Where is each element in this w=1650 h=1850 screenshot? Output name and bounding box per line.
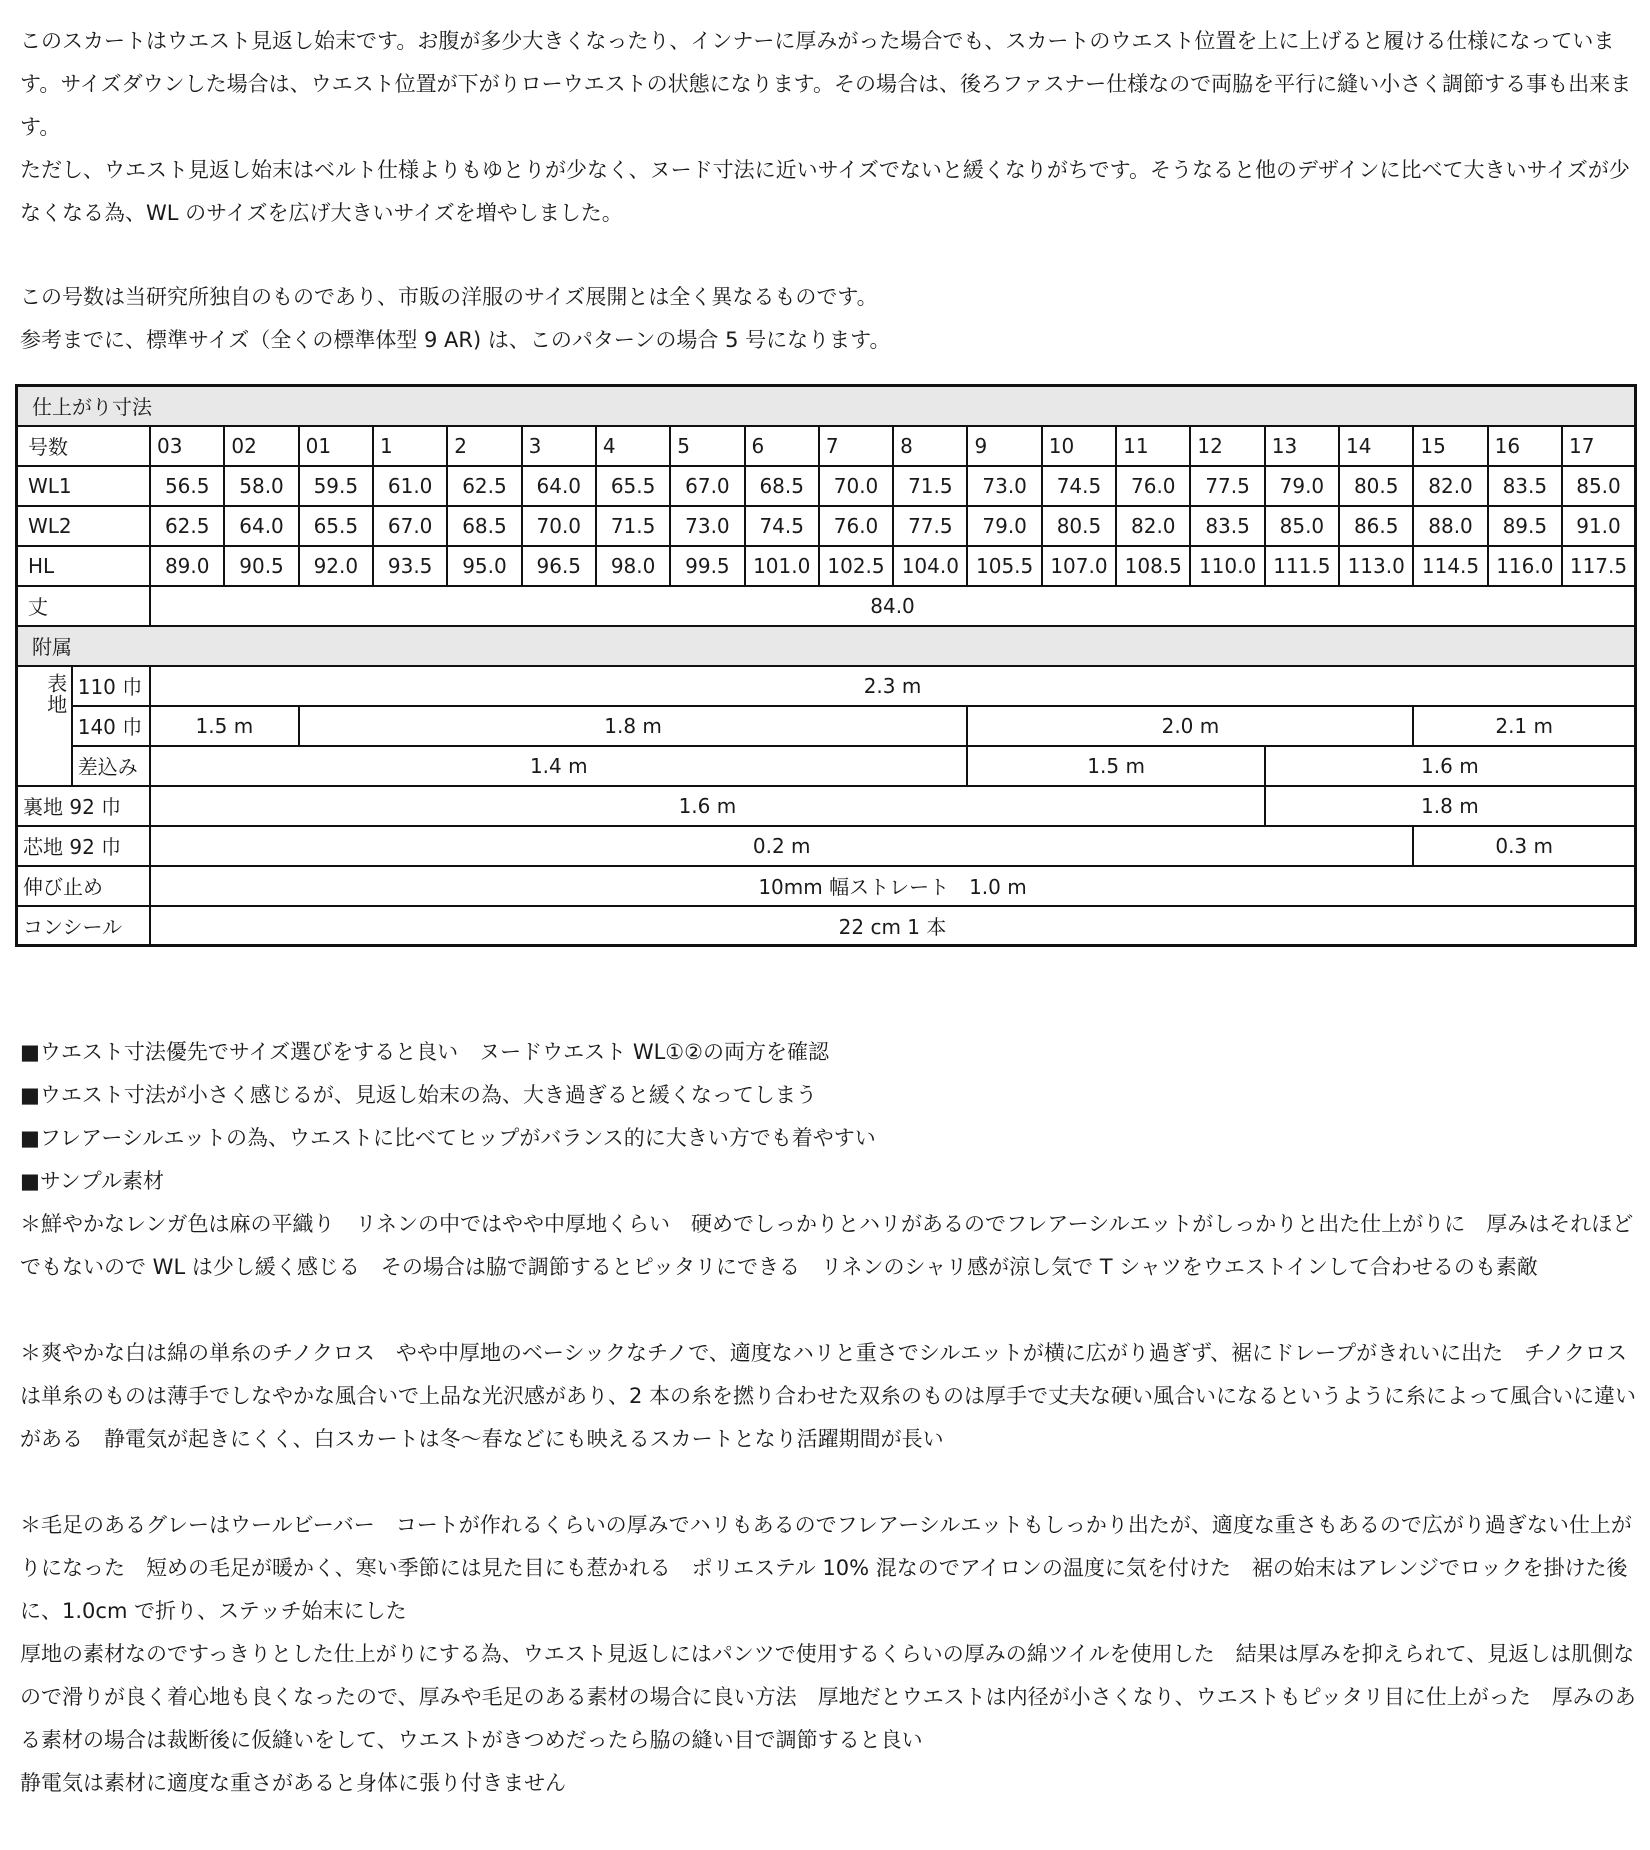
lining-cell: 1.6 m bbox=[150, 786, 1265, 826]
size-cell: 3 bbox=[522, 426, 596, 466]
size-cell: 02 bbox=[224, 426, 298, 466]
material-note-linen: ＊鮮やかなレンガ色は麻の平織り リネンの中ではやや中厚地くらい 硬めでしっかりとハリがあるのでフレアーシルエットがしっかりと出た仕上がりに 厚みはそれほどでもないので WL は少し緩く感じる その場合は脇で調節するとピッタリにできる リネンのシャリ感が涼し気で T シャツをウエストインして合わせるのも素敵 bbox=[20, 1212, 1634, 1279]
fabric-insert-row bbox=[17, 746, 1636, 786]
hl-cell: 110.0 bbox=[1190, 546, 1264, 586]
wl1-cell: 65.5 bbox=[596, 466, 670, 506]
fabric-insert-cell: 1.6 m bbox=[1265, 746, 1636, 786]
material-note-wool: ＊毛足のあるグレーはウールビーバー コートが作れるくらいの厚みでハリもあるのでフレアーシルエットもしっかり出たが、適度な重さもあるので広がり過ぎない仕上がりになった 短めの毛足が暖かく、寒い季節には見た目にも惹かれる ポリエステル 10% 混なのでアイロンの温度に気を付けた 裾の始末はアレンジでロックを掛けた後に、1.0cm で折り、ステッチ始末にした bbox=[20, 1513, 1632, 1623]
wl1-cell: 59.5 bbox=[299, 466, 373, 506]
wl2-cell: 77.5 bbox=[893, 506, 967, 546]
accessories-header-row bbox=[17, 626, 1636, 666]
size-cell: 11 bbox=[1116, 426, 1190, 466]
size-cell: 01 bbox=[299, 426, 373, 466]
size-note-line-2: 参考までに、標準サイズ（全くの標準体型 9 AR) は、このパターンの場合 5 号になります。 bbox=[20, 328, 891, 352]
wl1-cell: 85.0 bbox=[1562, 466, 1636, 506]
wl1-cell: 61.0 bbox=[373, 466, 447, 506]
wl1-row bbox=[17, 466, 1636, 506]
wl1-cell: 70.0 bbox=[819, 466, 893, 506]
hl-cell: 96.5 bbox=[522, 546, 596, 586]
wl1-label: WL1 bbox=[17, 466, 151, 506]
material-note-chino: ＊爽やかな白は綿の単糸のチノクロス やや中厚地のベーシックなチノで、適度なハリと重さでシルエットが横に広がり過ぎず、裾にドレープがきれいに出た チノクロスは単糸のものは薄手でしなやかな風合いで上品な光沢感があり、2 本の糸を撚り合わせた双糸のものは厚手で丈夫な硬い風合いになるというように糸によって風合いに違いがある 静電気が起きにくく、白スカートは冬〜春などにも映えるスカートとなり活躍期間が長い bbox=[20, 1341, 1637, 1451]
fabric-110-value: 2.3 m bbox=[150, 666, 1635, 706]
size-cell: 10 bbox=[1042, 426, 1116, 466]
interfacing-cell: 0.3 m bbox=[1413, 826, 1635, 866]
length-value: 84.0 bbox=[150, 586, 1635, 626]
hl-cell: 108.5 bbox=[1116, 546, 1190, 586]
size-cell: 6 bbox=[745, 426, 819, 466]
size-note-line-1: この号数は当研究所独自のものであり、市販の洋服のサイズ展開とは全く異なるものです。 bbox=[20, 285, 878, 309]
wl2-cell: 65.5 bbox=[299, 506, 373, 546]
fabric-140-label: 140 巾 bbox=[72, 706, 150, 746]
wl1-cell: 79.0 bbox=[1265, 466, 1339, 506]
fabric-110-label: 110 巾 bbox=[72, 666, 150, 706]
intro-paragraph-1: このスカートはウエスト見返し始末です。お腹が多少大きくなったり、インナーに厚みがった場合でも、スカートのウエスト位置を上に上げると履ける仕様になっています。サイズダウンした場合は、ウエスト位置が下がりローウエストの状態になります。その場合は、後ろファスナー仕様なので両脇を平行に縫い小さく調節する事も出来ます。 bbox=[20, 29, 1632, 139]
intro-paragraph-2: ただし、ウエスト見返し始末はベルト仕様よりもゆとりが少なく、ヌード寸法に近いサイズでないと緩くなりがちです。そうなると他のデザインに比べて大きいサイズが少なくなる為、WL のサイズを広げ大きいサイズを増やしました。 bbox=[20, 158, 1630, 225]
hl-cell: 116.0 bbox=[1488, 546, 1562, 586]
wl1-cell: 71.5 bbox=[893, 466, 967, 506]
wl2-cell: 85.0 bbox=[1265, 506, 1339, 546]
wl1-cell: 83.5 bbox=[1488, 466, 1562, 506]
hl-cell: 90.5 bbox=[224, 546, 298, 586]
hl-cell: 95.0 bbox=[447, 546, 521, 586]
size-cell: 03 bbox=[150, 426, 224, 466]
hl-cell: 117.5 bbox=[1562, 546, 1636, 586]
wl2-cell: 67.0 bbox=[373, 506, 447, 546]
wl2-cell: 76.0 bbox=[819, 506, 893, 546]
hl-row bbox=[17, 546, 1636, 586]
hl-label: HL bbox=[17, 546, 151, 586]
fabric-140-cell: 2.0 m bbox=[967, 706, 1413, 746]
size-cell: 17 bbox=[1562, 426, 1636, 466]
lining-label: 裏地 92 巾 bbox=[17, 786, 151, 826]
wl1-cell: 76.0 bbox=[1116, 466, 1190, 506]
wl2-cell: 89.5 bbox=[1488, 506, 1562, 546]
fabric-140-row bbox=[17, 706, 1636, 746]
zipper-value: 22 cm 1 本 bbox=[150, 906, 1635, 946]
size-cell: 15 bbox=[1413, 426, 1487, 466]
stay-tape-label: 伸び止め bbox=[17, 866, 151, 906]
fabric-insert-label: 差込み bbox=[72, 746, 150, 786]
spec-table bbox=[15, 384, 1637, 947]
wl1-cell: 73.0 bbox=[967, 466, 1041, 506]
finished-size-header-row bbox=[17, 386, 1636, 426]
wl2-cell: 91.0 bbox=[1562, 506, 1636, 546]
wl2-label: WL2 bbox=[17, 506, 151, 546]
lining-row bbox=[17, 786, 1636, 826]
zipper-row bbox=[17, 906, 1636, 946]
size-cell: 5 bbox=[670, 426, 744, 466]
hl-cell: 89.0 bbox=[150, 546, 224, 586]
wl1-cell: 56.5 bbox=[150, 466, 224, 506]
material-note-facing: 厚地の素材なのですっきりとした仕上がりにする為、ウエスト見返しにはパンツで使用するくらいの厚みの綿ツイルを使用した 結果は厚みを抑えられて、見返しは肌側なので滑りが良く着心地も良くなったので、厚みや毛足のある素材の場合に良い方法 厚地だとウエストは内径が小さくなり、ウエストもピッタリ目に仕上がった 厚みのある素材の場合は裁断後に仮縫いをして、ウエストがきつめだったら脇の縫い目で調節すると良い bbox=[20, 1642, 1636, 1752]
interfacing-label: 芯地 92 巾 bbox=[17, 826, 151, 866]
interfacing-row bbox=[17, 826, 1636, 866]
wl2-cell: 71.5 bbox=[596, 506, 670, 546]
wl2-cell: 80.5 bbox=[1042, 506, 1116, 546]
wl2-cell: 88.0 bbox=[1413, 506, 1487, 546]
hl-cell: 98.0 bbox=[596, 546, 670, 586]
wl2-cell: 73.0 bbox=[670, 506, 744, 546]
hl-cell: 105.5 bbox=[967, 546, 1041, 586]
wl2-cell: 82.0 bbox=[1116, 506, 1190, 546]
hl-cell: 93.5 bbox=[373, 546, 447, 586]
size-cell: 12 bbox=[1190, 426, 1264, 466]
length-row bbox=[17, 586, 1636, 626]
wl2-cell: 62.5 bbox=[150, 506, 224, 546]
stay-tape-row bbox=[17, 866, 1636, 906]
fabric-140-cell: 1.8 m bbox=[299, 706, 968, 746]
wl2-cell: 74.5 bbox=[745, 506, 819, 546]
wl1-cell: 82.0 bbox=[1413, 466, 1487, 506]
wl1-cell: 58.0 bbox=[224, 466, 298, 506]
wl2-row bbox=[17, 506, 1636, 546]
size-cell: 9 bbox=[967, 426, 1041, 466]
hl-cell: 101.0 bbox=[745, 546, 819, 586]
hl-cell: 114.5 bbox=[1413, 546, 1487, 586]
fabric-label: 表地 bbox=[17, 666, 72, 786]
size-number-label: 号数 bbox=[17, 426, 151, 466]
hl-cell: 111.5 bbox=[1265, 546, 1339, 586]
hl-cell: 104.0 bbox=[893, 546, 967, 586]
size-cell: 4 bbox=[596, 426, 670, 466]
wl1-cell: 80.5 bbox=[1339, 466, 1413, 506]
fabric-140-cell: 1.5 m bbox=[150, 706, 299, 746]
wl1-cell: 74.5 bbox=[1042, 466, 1116, 506]
wl2-cell: 79.0 bbox=[967, 506, 1041, 546]
fabric-insert-cell: 1.4 m bbox=[150, 746, 967, 786]
hl-cell: 113.0 bbox=[1339, 546, 1413, 586]
hl-cell: 102.5 bbox=[819, 546, 893, 586]
wl1-cell: 62.5 bbox=[447, 466, 521, 506]
wl1-cell: 64.0 bbox=[522, 466, 596, 506]
lining-cell: 1.8 m bbox=[1265, 786, 1636, 826]
size-number-row bbox=[17, 426, 1636, 466]
hl-cell: 107.0 bbox=[1042, 546, 1116, 586]
wl1-cell: 77.5 bbox=[1190, 466, 1264, 506]
hl-cell: 99.5 bbox=[670, 546, 744, 586]
wl2-cell: 83.5 bbox=[1190, 506, 1264, 546]
size-cell: 14 bbox=[1339, 426, 1413, 466]
size-cell: 16 bbox=[1488, 426, 1562, 466]
stay-tape-value: 10mm 幅ストレート 1.0 m bbox=[150, 866, 1635, 906]
wl1-cell: 68.5 bbox=[745, 466, 819, 506]
fabric-110-row bbox=[17, 666, 1636, 706]
size-cell: 2 bbox=[447, 426, 521, 466]
notes-section bbox=[20, 1031, 1640, 1805]
note-bullet-waist-priority: ■ウエスト寸法優先でサイズ選びをすると良い ヌードウエスト WL①②の両方を確認 bbox=[20, 1040, 829, 1064]
wl2-cell: 70.0 bbox=[522, 506, 596, 546]
hl-cell: 92.0 bbox=[299, 546, 373, 586]
note-bullet-waist-small: ■ウエスト寸法が小さく感じるが、見返し始末の為、大き過ぎると緩くなってしまう bbox=[20, 1083, 817, 1107]
material-note-static: 静電気は素材に適度な重さがあると身体に張り付きません bbox=[20, 1771, 566, 1795]
size-cell: 1 bbox=[373, 426, 447, 466]
size-cell: 13 bbox=[1265, 426, 1339, 466]
wl2-cell: 68.5 bbox=[447, 506, 521, 546]
size-cell: 7 bbox=[819, 426, 893, 466]
wl1-cell: 67.0 bbox=[670, 466, 744, 506]
accessories-title: 附属 bbox=[17, 626, 1636, 666]
finished-size-title: 仕上がり寸法 bbox=[17, 386, 1636, 426]
size-note bbox=[20, 276, 1640, 362]
size-cell: 8 bbox=[893, 426, 967, 466]
note-bullet-sample-material: ■サンプル素材 bbox=[20, 1169, 164, 1193]
note-bullet-flare: ■フレアーシルエットの為、ウエストに比べてヒップがバランス的に大きい方でも着やすい bbox=[20, 1126, 876, 1150]
intro-text bbox=[20, 20, 1640, 235]
wl2-cell: 64.0 bbox=[224, 506, 298, 546]
fabric-140-cell: 2.1 m bbox=[1413, 706, 1635, 746]
interfacing-cell: 0.2 m bbox=[150, 826, 1413, 866]
zipper-label: コンシール bbox=[17, 906, 151, 946]
fabric-insert-cell: 1.5 m bbox=[967, 746, 1264, 786]
length-label: 丈 bbox=[17, 586, 151, 626]
wl2-cell: 86.5 bbox=[1339, 506, 1413, 546]
